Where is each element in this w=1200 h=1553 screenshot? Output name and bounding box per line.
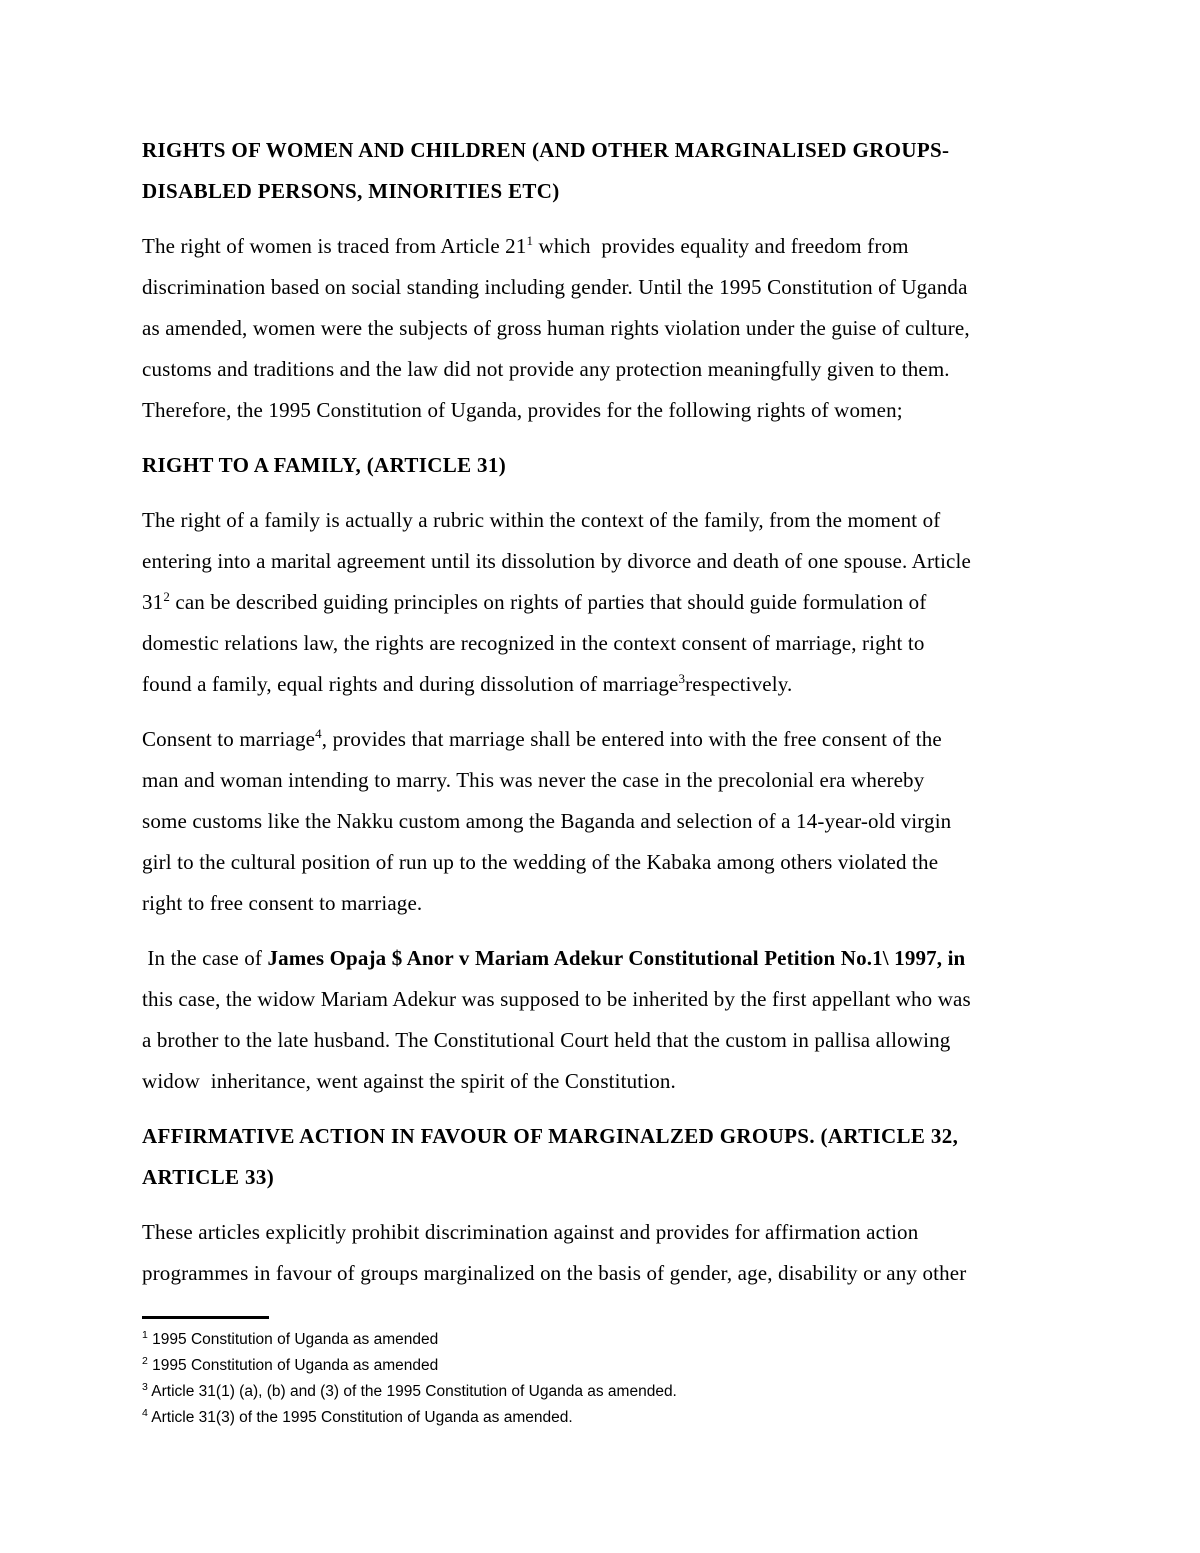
text-line bbox=[142, 138, 1062, 179]
text-segment: AFFIRMATIVE ACTION IN FAVOUR OF MARGINALZED GROUPS. (ARTICLE 32, bbox=[142, 1124, 959, 1148]
affirmative-action-heading bbox=[142, 1124, 1062, 1206]
text-segment: Consent to marriage bbox=[142, 727, 316, 751]
text-line bbox=[142, 453, 1062, 494]
family-paragraph bbox=[142, 508, 1062, 713]
footnote-text: Article 31(1) (a), (b) and (3) of the 1995 Constitution of Uganda as amended. bbox=[147, 1383, 677, 1400]
text-segment: The right of a family is actually a rubric within the context of the family, from the moment of bbox=[142, 508, 941, 532]
footnote bbox=[142, 1405, 1062, 1431]
text-line bbox=[142, 1165, 1062, 1206]
footnote-marker: 2 bbox=[142, 1354, 148, 1367]
text-segment: man and woman intending to marry. This was never the case in the precolonial era whereby bbox=[142, 768, 925, 792]
text-segment: this case, the widow Mariam Adekur was supposed to be inherited by the first appellant who was bbox=[142, 987, 971, 1011]
footnotes bbox=[142, 1327, 1062, 1431]
text-segment: DISABLED PERSONS, MINORITIES ETC) bbox=[142, 179, 560, 203]
text-line bbox=[142, 1220, 1062, 1261]
text-line bbox=[142, 179, 1062, 220]
text-segment: 31 bbox=[142, 590, 164, 614]
text-segment: Therefore, the 1995 Constitution of Uganda, provides for the following rights of women; bbox=[142, 398, 903, 422]
footnote-reference: 1 bbox=[526, 233, 534, 248]
text-segment: a brother to the late husband. The Constitutional Court held that the custom in pallisa allowing bbox=[142, 1028, 951, 1052]
text-line bbox=[142, 316, 1062, 357]
text-line bbox=[142, 1028, 1062, 1069]
text-line bbox=[142, 850, 1062, 891]
footnote-marker: 4 bbox=[142, 1406, 148, 1419]
text-segment: as amended, women were the subjects of gross human rights violation under the guise of culture, bbox=[142, 316, 970, 340]
text-line bbox=[142, 234, 1062, 275]
text-segment: James Opaja $ Anor v Mariam Adekur Constitutional Petition No.1\ 1997, in bbox=[267, 946, 966, 970]
footnote-reference: 3 bbox=[678, 671, 686, 686]
text-segment: domestic relations law, the rights are recognized in the context consent of marriage, right to bbox=[142, 631, 925, 655]
text-segment: , provides that marriage shall be entered into with the free consent of the bbox=[321, 727, 942, 751]
text-segment: which provides equality and freedom from bbox=[533, 234, 909, 258]
text-line bbox=[142, 727, 1062, 768]
text-line bbox=[142, 398, 1062, 439]
text-line bbox=[142, 631, 1062, 672]
text-segment: right to free consent to marriage. bbox=[142, 891, 423, 915]
case-paragraph bbox=[142, 946, 1062, 1110]
text-line bbox=[142, 590, 1062, 631]
footnote-marker: 3 bbox=[142, 1380, 148, 1393]
text-segment: ARTICLE 33) bbox=[142, 1165, 275, 1189]
text-segment: programmes in favour of groups marginalized on the basis of gender, age, disability or any other bbox=[142, 1261, 967, 1285]
text-line bbox=[142, 275, 1062, 316]
footnote bbox=[142, 1327, 1062, 1353]
affirmative-action-paragraph bbox=[142, 1220, 1062, 1302]
text-line bbox=[142, 1124, 1062, 1165]
text-segment: These articles explicitly prohibit discrimination against and provides for affirmation action bbox=[142, 1220, 919, 1244]
text-segment: respectively. bbox=[685, 672, 793, 696]
footnote-text: 1995 Constitution of Uganda as amended bbox=[147, 1331, 439, 1348]
intro-paragraph bbox=[142, 234, 1062, 439]
text-segment: RIGHTS OF WOMEN AND CHILDREN (AND OTHER MARGINALISED GROUPS- bbox=[142, 138, 950, 162]
footnote-reference: 4 bbox=[315, 726, 322, 741]
text-segment: entering into a marital agreement until its dissolution by divorce and death of one spouse. Article bbox=[142, 549, 971, 573]
footnote-text: Article 31(3) of the 1995 Constitution of Uganda as amended. bbox=[147, 1409, 573, 1426]
footnote bbox=[142, 1379, 1062, 1405]
text-line bbox=[142, 987, 1062, 1028]
text-line bbox=[142, 672, 1062, 713]
footnote-text: 1995 Constitution of Uganda as amended bbox=[147, 1357, 439, 1374]
text-line bbox=[142, 946, 1062, 987]
text-line bbox=[142, 549, 1062, 590]
text-segment: In the case of bbox=[142, 946, 268, 970]
text-segment: found a family, equal rights and during dissolution of marriage bbox=[142, 672, 679, 696]
document-body bbox=[142, 138, 1062, 1302]
footnote-separator bbox=[142, 1316, 269, 1319]
text-line bbox=[142, 891, 1062, 932]
title-heading bbox=[142, 138, 1062, 220]
text-line bbox=[142, 1261, 1062, 1302]
consent-paragraph bbox=[142, 727, 1062, 932]
text-line bbox=[142, 809, 1062, 850]
text-segment: The right of women is traced from Article 21 bbox=[142, 234, 527, 258]
text-segment: can be described guiding principles on rights of parties that should guide formulation of bbox=[169, 590, 927, 614]
text-segment: discrimination based on social standing including gender. Until the 1995 Constitution of Uganda bbox=[142, 275, 968, 299]
text-segment: widow inheritance, went against the spirit of the Constitution. bbox=[142, 1069, 676, 1093]
footnote-marker: 1 bbox=[142, 1328, 148, 1341]
text-segment: RIGHT TO A FAMILY, (ARTICLE 31) bbox=[142, 453, 507, 477]
text-segment: customs and traditions and the law did not provide any protection meaningfully given to them. bbox=[142, 357, 950, 381]
text-line bbox=[142, 768, 1062, 809]
text-line bbox=[142, 1069, 1062, 1110]
text-line bbox=[142, 357, 1062, 398]
text-line bbox=[142, 508, 1062, 549]
footnote-reference: 2 bbox=[163, 589, 170, 604]
right-to-family-heading bbox=[142, 453, 1062, 494]
text-segment: some customs like the Nakku custom among the Baganda and selection of a 14-year-old virgin bbox=[142, 809, 952, 833]
text-segment: girl to the cultural position of run up to the wedding of the Kabaka among others violated the bbox=[142, 850, 939, 874]
footnote bbox=[142, 1353, 1062, 1379]
